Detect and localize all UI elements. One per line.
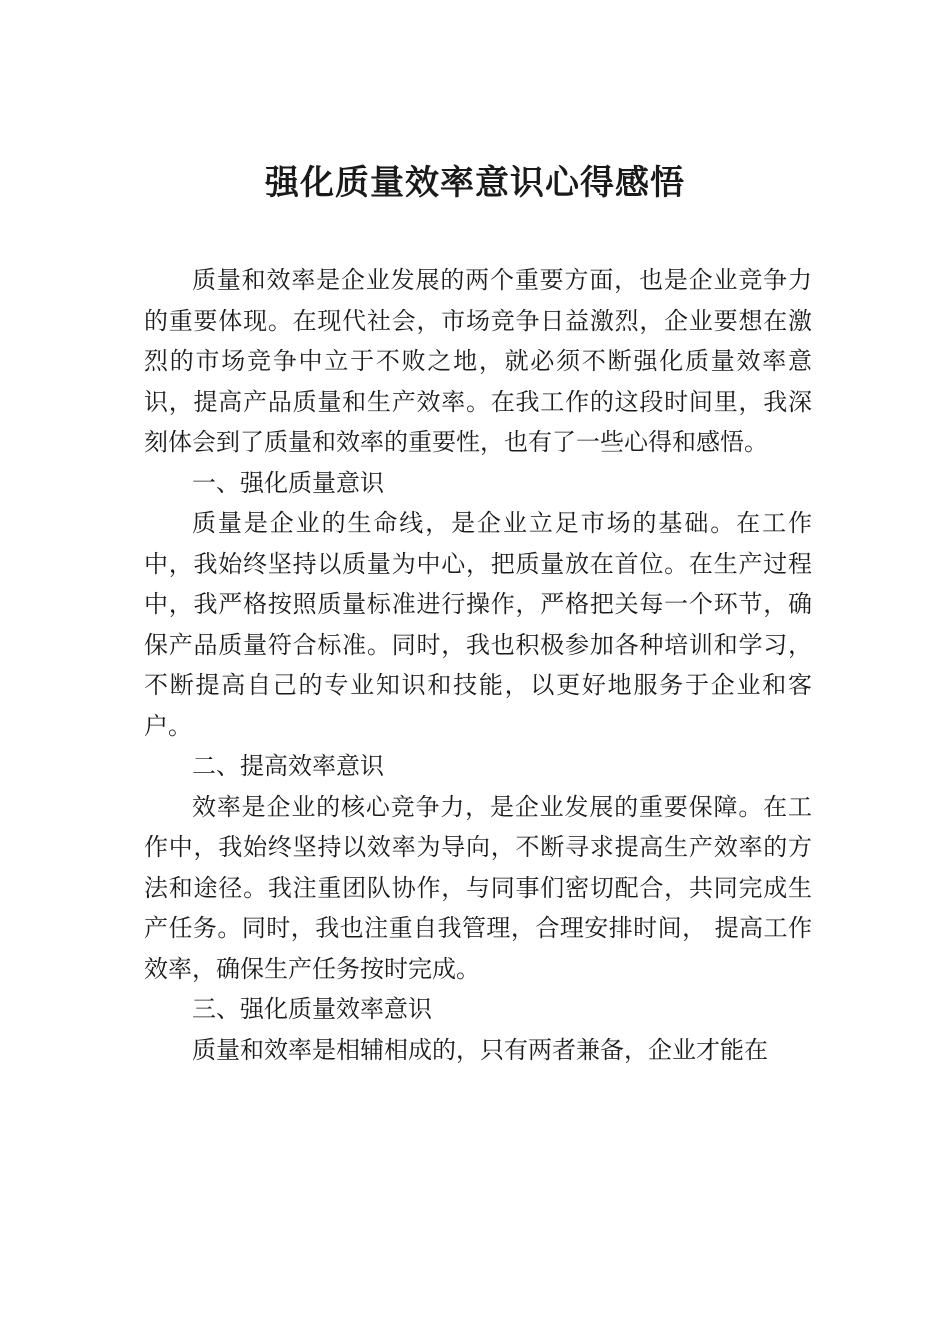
intro-paragraph: 质量和效率是企业发展的两个重要方面，也是企业竞争力的重要体现。在现代社会，市场竞争日益激烈，企业要想在激烈的市场竞争中立于不败之地，就必须不断强化质量效率意识，提高产品质量和生产效率。在我工作的这段时间里，我深刻体会到了质量和效率的重要性，也有了一些心得和感悟。 [144, 266, 812, 456]
section-body-3: 质量和效率是相辅相成的，只有两者兼备，企业才能在 [192, 1035, 768, 1064]
section-heading-2: 二、提高效率意识 [192, 752, 384, 780]
section-body-1: 质量是企业的生命线，是企业立足市场的基础。在工作中，我始终坚持以质量为中心，把质量放在首位。在生产过程中，我严格按照质量标准进行操作，严格把关每一个环节，确保产品质量符合标准。同时，我也积极参加各种培训和学习，不断提高自己的专业知识和技能，以更好地服务于企业和客户。 [144, 509, 812, 740]
section-heading-3: 三、强化质量效率意识 [192, 995, 432, 1023]
section-heading-1: 一、强化质量意识 [192, 468, 384, 497]
section-body-2: 效率是企业的核心竞争力，是企业发展的重要保障。在工作中，我始终坚持以效率为导向，不断寻求提高生产效率的方法和途径。我注重团队协作，与同事们密切配合，共同完成生产任务。同时，我也注重自我管理，合理安排时间， 提高工作效率，确保生产任务按时完成。 [144, 792, 812, 983]
document-body [144, 260, 812, 1070]
document-title: 强化质量效率意识心得感悟 [265, 163, 685, 203]
